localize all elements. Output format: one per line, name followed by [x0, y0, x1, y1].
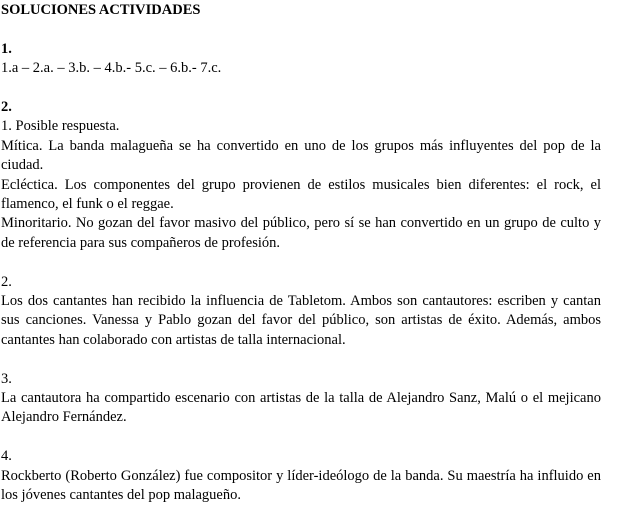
section-4-number: 3. — [1, 370, 12, 387]
spacer — [1, 253, 601, 272]
spacer — [1, 79, 601, 98]
section-2-paragraph-eclectica: Ecléctica. Los componentes del grupo provienen de estilos musicales bien diferentes: el rock, el flamenco, el funk o el reggae. — [1, 176, 601, 212]
section-2-number: 2. — [1, 98, 12, 115]
section-1-number: 1. — [1, 40, 12, 57]
section-1-answers: 1.a – 2.a. – 3.b. – 4.b.- 5.c. – 6.b.- 7.c. — [1, 60, 222, 77]
section-5-number: 4. — [1, 448, 12, 465]
section-2-intro: 1. Posible respuesta. — [1, 118, 120, 135]
spacer — [1, 350, 601, 369]
document-page — [1, 1, 601, 505]
spacer — [1, 428, 601, 447]
section-4-text: La cantautora ha compartido escenario con artistas de la talla de Alejandro Sanz, Malú o el mejicano Alejandro Fernández. — [1, 389, 601, 426]
section-3-number: 2. — [1, 273, 12, 290]
section-2-paragraph-minoritario: Minoritario. No gozan del favor masivo del público, pero sí se han convertido en un grupo de culto y de referencia para sus compañeros de profesión. — [1, 215, 601, 251]
page-title: SOLUCIONES ACTIVIDADES — [1, 2, 201, 18]
spacer — [1, 20, 601, 39]
section-5-text: Rockberto (Roberto González) fue compositor y líder-ideólogo de la banda. Su maestría ha influido en los jóvenes cantantes del pop malagueño. — [1, 467, 601, 503]
section-3-text: Los dos cantantes han recibido la influencia de Tabletom. Ambos son cantautores: escriben y cantan sus canciones. Vanessa y Pablo gozan del favor del público, son artistas de éxito. Además, ambos cantantes han colaborado con artistas de talla internacional. — [1, 292, 601, 348]
section-2-paragraph-mitica: Mítica. La banda malagueña se ha convertido en uno de los grupos más influyentes del pop de la ciudad. — [1, 137, 601, 174]
